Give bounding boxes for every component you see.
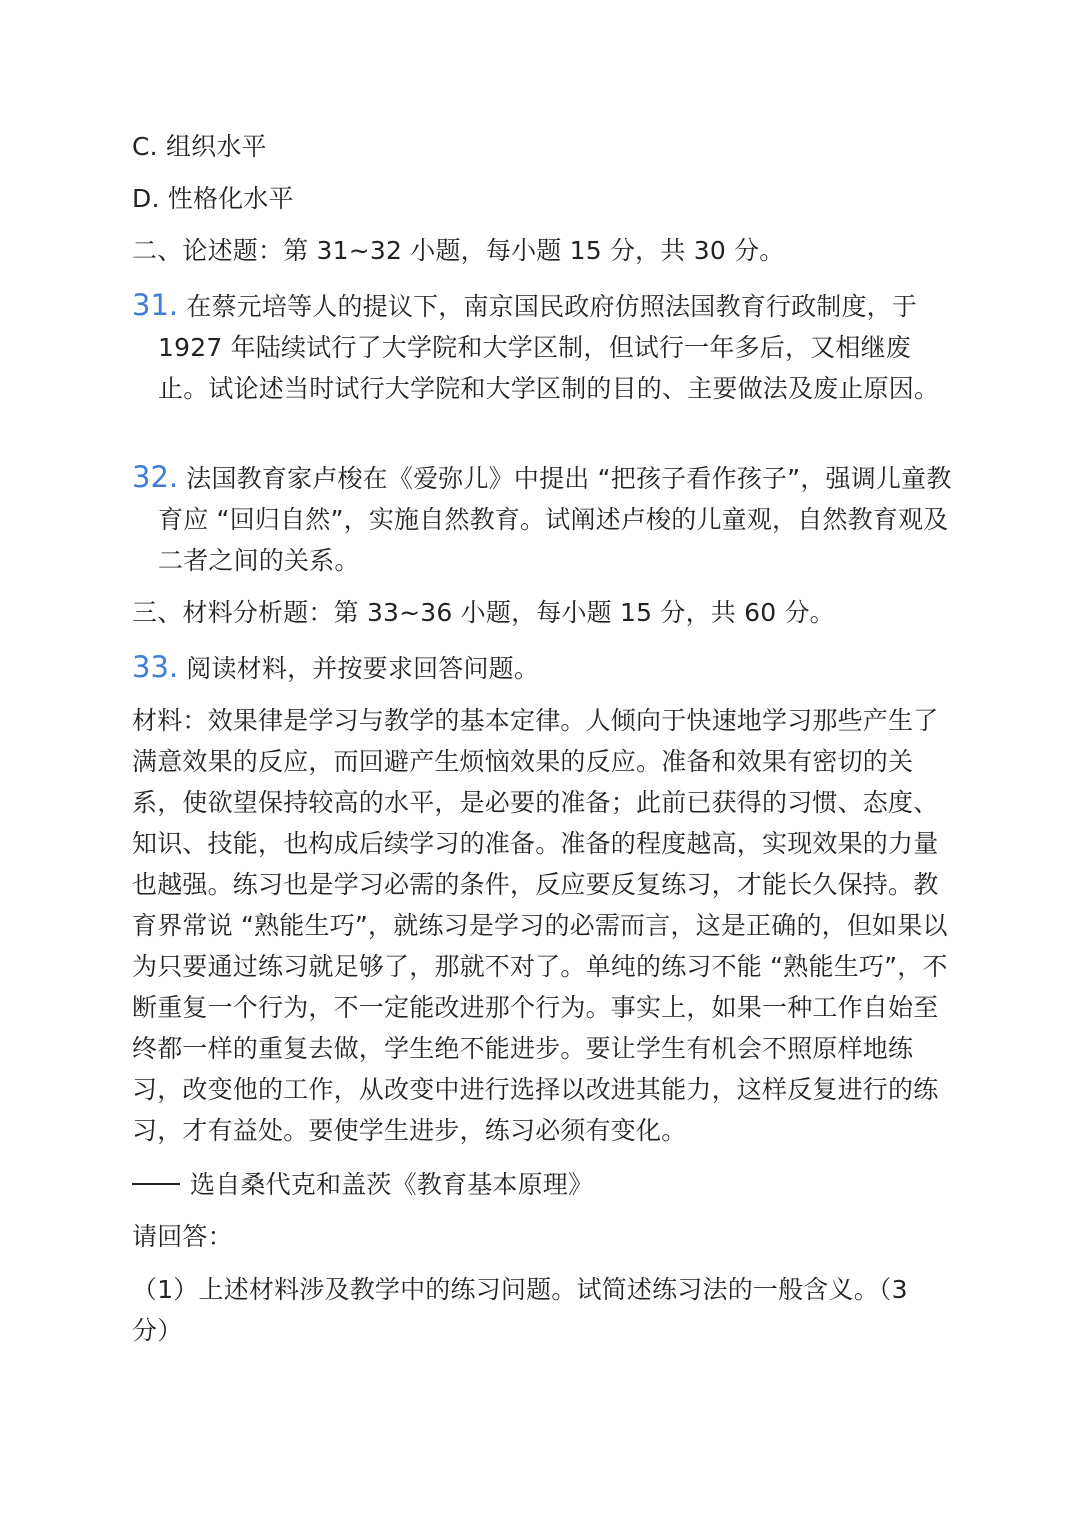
material-line: 习，改变他的工作，从改变中进行选择以改进其能力，这样反复进行的练 [132,1075,939,1104]
sub-question-1-line-2: 分） [132,1316,183,1345]
question-32-text: 法国教育家卢梭在《爱弥儿》中提出 “把孩子看作孩子”，强调儿童教 [186,464,952,493]
question-32-line-3: 二者之间的关系。 [158,546,360,575]
question-32-number: 32. [132,460,179,494]
question-31-line-3: 止。试论述当时试行大学院和大学区制的目的、主要做法及废止原因。 [158,374,940,403]
material-line: 断重复一个行为，不一定能改进那个行为。事实上，如果一种工作自始至 [132,993,939,1022]
question-31-text: 在蔡元培等人的提议下，南京国民政府仿照法国教育行政制度，于 [186,292,918,321]
material-line: 为只要通过练习就足够了，那就不对了。单纯的练习不能 “熟能生巧”，不 [132,952,948,981]
question-33-number: 33. [132,650,179,684]
section-3-heading: 三、材料分析题：第 33~36 小题，每小题 15 分，共 60 分。 [132,598,835,627]
question-33-line-1 [132,652,539,684]
material-line: 系，使欲望保持较高的水平，是必要的准备；此前已获得的习惯、态度、 [132,788,939,817]
material-line: 终都一样的重复去做，学生绝不能进步。要让学生有机会不照原样地练 [132,1034,914,1063]
section-2-heading: 二、论述题：第 31~32 小题，每小题 15 分，共 30 分。 [132,236,785,265]
source-dash [132,1183,180,1185]
question-32-line-1 [132,462,952,494]
answer-prompt: 请回答： [132,1222,233,1251]
question-31-line-2: 1927 年陆续试行了大学院和大学区制，但试行一年多后，又相继废 [158,333,911,362]
question-32-line-2: 育应 “回归自然”，实施自然教育。试阐述卢梭的儿童观，自然教育观及 [158,505,949,534]
material-line: 知识、技能，也构成后续学习的准备。准备的程度越高，实现效果的力量 [132,829,939,858]
question-31-number: 31. [132,288,179,322]
option-c: C. 组织水平 [132,132,267,161]
sub-question-1-line-1: （1）上述材料涉及教学中的练习问题。试简述练习法的一般含义。（3 [132,1275,908,1304]
material-line: 满意效果的反应，而回避产生烦恼效果的反应。准备和效果有密切的关 [132,747,914,776]
material-line: 育界常说 “熟能生巧”，就练习是学习的必需而言，这是正确的，但如果以 [132,911,948,940]
question-33-intro: 阅读材料，并按要求回答问题。 [186,654,540,683]
option-d: D. 性格化水平 [132,184,294,213]
material-source [132,1170,593,1200]
material-line: 材料：效果律是学习与教学的基本定律。人倾向于快速地学习那些产生了 [132,706,939,735]
material-line: 也越强。练习也是学习必需的条件，反应要反复练习，才能长久保持。教 [132,870,939,899]
question-31-line-1 [132,290,917,322]
material-line: 习，才有益处。要使学生进步，练习必须有变化。 [132,1116,687,1145]
material-source-text: 选自桑代克和盖茨《教育基本原理》 [190,1170,594,1199]
